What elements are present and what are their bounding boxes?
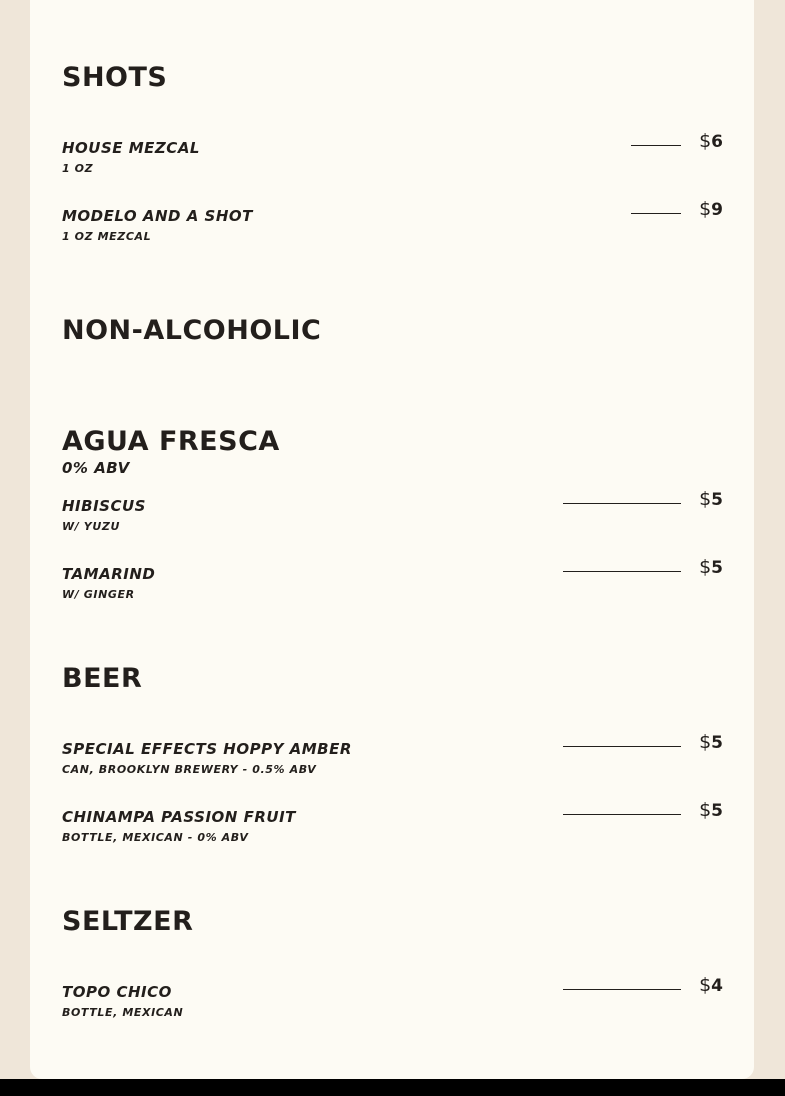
item-description: 1 OZ	[62, 162, 94, 175]
section-title-shots: SHOTS	[62, 62, 168, 93]
item-name: MODELO AND A SHOT	[62, 207, 253, 225]
item-price: $5	[699, 799, 723, 821]
menu-item-modelo-and-a-shot	[62, 198, 724, 253]
price-leader-line	[631, 213, 681, 214]
item-name: CHINAMPA PASSION FRUIT	[62, 808, 296, 826]
item-name: TOPO CHICO	[62, 983, 172, 1001]
price-leader-line	[563, 814, 681, 815]
bottom-edge-bar	[0, 1079, 785, 1096]
item-name: TAMARIND	[62, 565, 156, 583]
menu-item-house-mezcal	[62, 130, 724, 185]
price-leader-line	[563, 503, 681, 504]
menu-item-chinampa-passion-fruit	[62, 799, 724, 854]
item-price: $4	[699, 974, 723, 996]
item-name: HOUSE MEZCAL	[62, 139, 200, 157]
section-title-non-alcoholic: NON-ALCOHOLIC	[62, 315, 322, 346]
item-description: W/ YUZU	[62, 520, 120, 533]
item-price: $5	[699, 731, 723, 753]
item-description: BOTTLE, MEXICAN	[62, 1006, 184, 1019]
item-description: BOTTLE, MEXICAN - 0% ABV	[62, 831, 249, 844]
price-leader-line	[563, 571, 681, 572]
menu-item-special-effects-hoppy-amber	[62, 731, 724, 786]
menu-item-topo-chico	[62, 974, 724, 1029]
item-name: HIBISCUS	[62, 497, 146, 515]
price-leader-line	[563, 989, 681, 990]
section-title-agua-fresca: AGUA FRESCA	[62, 426, 280, 457]
item-price: $6	[699, 130, 723, 152]
item-price: $5	[699, 556, 723, 578]
section-abv-note: 0% ABV	[62, 459, 130, 477]
price-leader-line	[563, 746, 681, 747]
item-description: W/ GINGER	[62, 588, 135, 601]
item-price: $9	[699, 198, 723, 220]
section-title-seltzer: SELTZER	[62, 906, 194, 937]
item-description: CAN, BROOKLYN BREWERY - 0.5% ABV	[62, 763, 317, 776]
item-name: SPECIAL EFFECTS HOPPY AMBER	[62, 740, 352, 758]
menu-item-hibiscus	[62, 488, 724, 543]
price-leader-line	[631, 145, 681, 146]
menu-item-tamarind	[62, 556, 724, 611]
item-price: $5	[699, 488, 723, 510]
item-description: 1 OZ MEZCAL	[62, 230, 152, 243]
section-title-beer: BEER	[62, 663, 143, 694]
